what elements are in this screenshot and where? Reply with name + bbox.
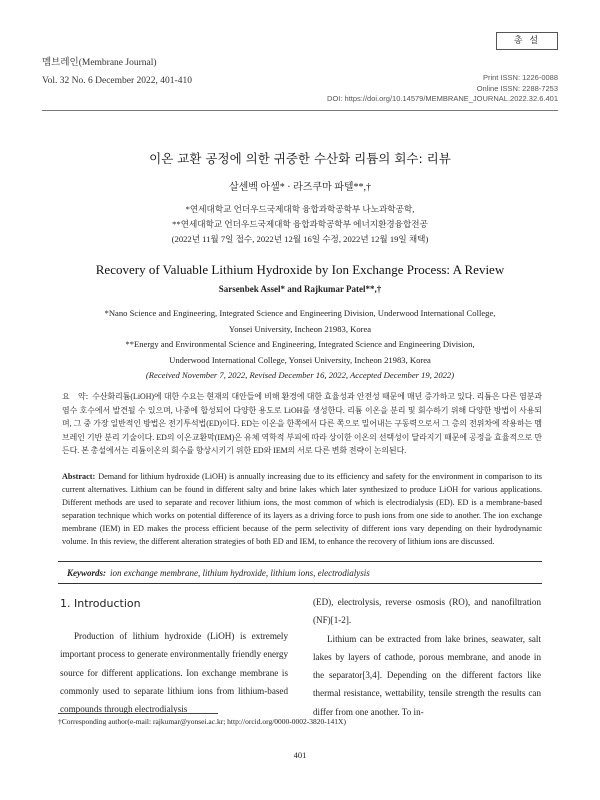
keywords-top-rule: [58, 561, 542, 562]
title-korean: 이온 교환 공정에 의한 귀중한 수산화 리튬의 회수: 리뷰: [149, 151, 451, 166]
affiliation-en-4: Underwood International College, Yonsei University, Incheon 21983, Korea: [169, 354, 431, 365]
intro-paragraph-1: Production of lithium hydroxide (LiOH) is extremely important process to generate environmentally friendly energy source for different applications. Ion exchange membrane is commonly used to separate lithium ions from lithium-based compounds through electrodialysis: [60, 631, 288, 715]
abstract-en-label: Abstract:: [62, 472, 96, 481]
affiliation-ko-1: *연세대학교 언더우드국제대학 융합과학공학부 나노과학공학,: [185, 204, 415, 214]
abstract-ko-label: 요 약:: [62, 392, 89, 401]
column-right: [313, 593, 541, 721]
affiliation-ko-2: **연세대학교 언더우드국제대학 융합과학공학부 에너지환경융합전공: [172, 219, 428, 229]
page-number: 401: [293, 750, 307, 760]
keywords-line: [67, 568, 370, 578]
section-heading-introduction: 1. Introduction: [60, 597, 141, 610]
section-badge: 총 설: [496, 32, 558, 50]
authors-english: Sarsenbek Assel* and Rajkumar Patel**,†: [218, 284, 382, 294]
intro-paragraph-2: Lithium can be extracted from lake brines, seawater, salt lakes by layers of cathode, porous membrane, and anode in the separator[3,4]. Depending on the different factors like thermal resistance, wettability, tensile strength the results can differ from one another. To in-: [313, 633, 541, 717]
title-english: Recovery of Valuable Lithium Hydroxide by Ion Exchange Process: A Review: [95, 262, 505, 277]
affiliation-en-3: **Energy and Environmental Science and Engineering, Integrated Science and Engineering Division,: [125, 339, 475, 349]
corresponding-author-footnote: †Corresponding author(e-mail: rajkumar@yonsei.ac.kr; http://orcid.org/0000-0002-3820-141X): [58, 717, 346, 726]
header-divider: [42, 110, 558, 111]
abstract-en-text: Demand for lithium hydroxide (LiOH) is annually increasing due to its efficiency and safety for the environment in comparison to its current alternatives. Lithium can be found in different salty and brine lakes which later synthesized to produce LiOH for various applications. Different methods are used to separate and recover lithium ions, the most common of which is electrodialysis (ED). ED is a membrane-based separation technique which works on potential difference of its layers as a driving force to push ions from one side to another. The ion exchange membrane (IEM) in ED makes the process efficient because of the perm selectivity of different ions vary depending on their hydrodynamic volume. In this review, the different alteration strategies of both ED and IEM, to enhance the recovery of lithium ions are discussed.: [62, 472, 542, 546]
journal-header: [42, 54, 192, 90]
intro-paragraph-1-continued: (ED), electrolysis, reverse osmosis (RO), and nanofiltration (NF)[1-2].: [313, 597, 541, 626]
affiliations-korean: [0, 202, 600, 247]
footnote-divider: [58, 713, 218, 714]
volume-info: Vol. 32 No. 6 December 2022, 401-410: [42, 76, 192, 86]
abstract-ko-text: 수산화리튬(LiOH)에 대한 수요는 현재의 대안들에 비해 환경에 대한 효율성과 안전성 때문에 매년 증가하고 있다. 리튬은 다른 염분과 염수 호수에서 발견될 수 있으며, 나중에 합성되어 다양한 용도로 LiOH를 생성한다. 리튬 이온을 분리 및 회수하기 위해 다양한 방법이 사용되며, 그 중 가장 일반적인 방법은 전기투석법(ED)이다. ED는 이온을 한쪽에서 다른 쪽으로 밀어내는 구동력으로서 그 층의 전위차에 작용하는 멤브레인 기반 분리 기술이다. ED의 이온교환막(IEM)은 유체 역학적 부피에 따라 상이한 이온의 선택성이 달라지기 때문에 공정을 효율적으로 만든다. 본 총설에서는 리튬이온의 회수를 향상시키기 위한 ED와 IEM의 서로 다른 변화 전략이 논의된다.: [62, 392, 543, 455]
issn-block: [327, 73, 558, 105]
affiliation-en-1: *Nano Science and Engineering, Integrated Science and Engineering Division, Underwood International College,: [104, 308, 496, 318]
keywords-label: Keywords:: [67, 568, 106, 578]
column-left: [60, 627, 288, 718]
keywords-bottom-rule: [58, 583, 542, 584]
dates-korean: (2022년 11월 7일 접수, 2022년 12월 16일 수정, 2022년 12월 19일 채택): [171, 234, 429, 244]
journal-name: 멤브레인(Membrane Journal): [42, 58, 157, 68]
affiliations-english: [0, 306, 600, 384]
abstract-english: [62, 471, 542, 548]
print-issn: Print ISSN: 1226-0088: [482, 73, 558, 82]
online-issn: Online ISSN: 2288-7253: [476, 83, 558, 93]
doi-link[interactable]: DOI: https://doi.org/10.14579/MEMBRANE_JOURNAL.2022.32.6.401: [327, 94, 558, 103]
dates-english: (Received November 7, 2022, Revised December 16, 2022, Accepted December 19, 2022): [145, 370, 455, 380]
authors-korean: 살센벡 아셀* · 라즈쿠마 파텔**,†: [228, 182, 372, 193]
keywords-text: ion exchange membrane, lithium hydroxide, lithium ions, electrodialysis: [110, 568, 370, 578]
abstract-korean: [62, 390, 542, 458]
affiliation-en-2: Yonsei University, Incheon 21983, Korea: [228, 323, 372, 334]
